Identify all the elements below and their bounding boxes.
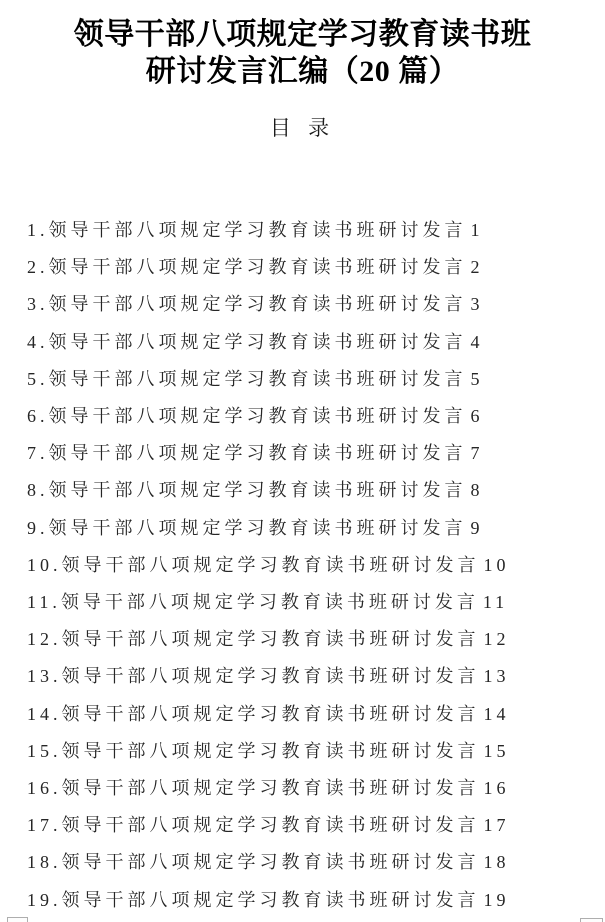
toc-item — [27, 510, 605, 547]
toc-item-number: 9. — [27, 517, 49, 538]
toc-item-number: 5. — [27, 368, 49, 389]
toc-item-title: 领导干部八项规定学习教育读书班研讨发言 — [61, 629, 480, 650]
toc-item-page: 9 — [470, 517, 484, 538]
toc-item-page: 19 — [483, 889, 510, 910]
toc-item-title: 领导干部八项规定学习教育读书班研讨发言 — [61, 554, 480, 575]
toc-item-number: 2. — [27, 257, 49, 278]
toc-item-number: 8. — [27, 480, 49, 501]
toc-item-page: 8 — [470, 480, 484, 501]
toc-item-title: 领导干部八项规定学习教育读书班研讨发言 — [48, 220, 467, 240]
toc-item-page: 12 — [483, 629, 510, 650]
toc-item-title: 领导干部八项规定学习教育读书班研讨发言 — [61, 666, 480, 687]
toc-item — [27, 398, 605, 435]
toc-item — [27, 733, 605, 770]
toc-item-page: 1 — [470, 220, 484, 240]
toc-item-title: 领导干部八项规定学习教育读书班研讨发言 — [61, 703, 480, 724]
toc-item-page: 6 — [470, 406, 484, 427]
page-bottom-right-box-edge — [580, 918, 603, 922]
toc-item — [27, 621, 605, 658]
toc-heading: 目 录 — [269, 116, 336, 140]
toc-item-title: 领导干部八项规定学习教育读书班研讨发言 — [48, 406, 467, 427]
toc-item-number: 3. — [27, 294, 49, 315]
toc-item — [27, 807, 605, 844]
toc-item-number: 12. — [27, 629, 62, 650]
toc-item-title: 领导干部八项规定学习教育读书班研讨发言 — [48, 331, 467, 352]
toc-item-title: 领导干部八项规定学习教育读书班研讨发言 — [61, 889, 480, 910]
toc-item — [27, 696, 605, 733]
toc-item-page: 11 — [482, 592, 509, 613]
toc-item — [27, 324, 605, 361]
toc-item — [27, 361, 605, 398]
toc-item-page: 16 — [483, 778, 510, 799]
toc-item-number: 13. — [27, 666, 62, 687]
toc-item-page: 7 — [470, 443, 484, 464]
toc-item-title: 领导干部八项规定学习教育读书班研讨发言 — [48, 368, 467, 389]
document-title — [0, 16, 605, 90]
toc-list — [0, 212, 605, 919]
toc-item-number: 16. — [27, 778, 62, 799]
toc-item-number: 15. — [27, 740, 62, 761]
toc-item-title: 领导干部八项规定学习教育读书班研讨发言 — [48, 257, 467, 278]
toc-item-number: 1. — [27, 220, 49, 240]
toc-item-title: 领导干部八项规定学习教育读书班研讨发言 — [48, 480, 467, 501]
toc-item-title: 领导干部八项规定学习教育读书班研讨发言 — [61, 778, 480, 799]
toc-item-number: 17. — [27, 815, 62, 836]
document-title-line2: 研讨发言汇编（20 篇） — [145, 55, 460, 88]
toc-item-page: 10 — [483, 554, 510, 575]
toc-item-page: 17 — [483, 815, 510, 836]
document-title-line1: 领导干部八项规定学习教育读书班 — [73, 18, 532, 51]
toc-item-page: 2 — [470, 257, 484, 278]
toc-item — [27, 584, 605, 621]
toc-item-title: 领导干部八项规定学习教育读书班研讨发言 — [48, 443, 467, 464]
toc-item — [27, 882, 605, 919]
toc-item — [27, 435, 605, 472]
toc-item-page: 5 — [470, 368, 484, 389]
toc-item-title: 领导干部八项规定学习教育读书班研讨发言 — [60, 592, 479, 613]
toc-item-page: 4 — [470, 331, 484, 352]
toc-item — [27, 286, 605, 323]
toc-item-title: 领导干部八项规定学习教育读书班研讨发言 — [61, 852, 480, 873]
toc-item-number: 4. — [27, 331, 49, 352]
toc-item — [27, 472, 605, 509]
toc-item-page: 3 — [470, 294, 484, 315]
toc-item-title: 领导干部八项规定学习教育读书班研讨发言 — [48, 294, 467, 315]
toc-item-title: 领导干部八项规定学习教育读书班研讨发言 — [61, 815, 480, 836]
page-bottom-left-box-edge — [7, 917, 28, 922]
toc-item-number: 7. — [27, 443, 49, 464]
toc-item — [27, 770, 605, 807]
toc-item-number: 19. — [27, 889, 62, 910]
toc-item — [27, 212, 605, 249]
toc-item-number: 18. — [27, 852, 62, 873]
toc-item-number: 10. — [27, 554, 62, 575]
toc-item-page: 18 — [483, 852, 510, 873]
toc-item — [27, 249, 605, 286]
toc-item-page: 15 — [483, 740, 510, 761]
toc-item — [27, 844, 605, 881]
toc-item-title: 领导干部八项规定学习教育读书班研讨发言 — [48, 517, 467, 538]
toc-item-number: 14. — [27, 703, 62, 724]
toc-item — [27, 658, 605, 695]
toc-item-title: 领导干部八项规定学习教育读书班研讨发言 — [61, 740, 480, 761]
toc-item-page: 13 — [483, 666, 510, 687]
toc-item — [27, 547, 605, 584]
toc-item-number: 11. — [27, 592, 61, 613]
toc-item-page: 14 — [483, 703, 510, 724]
toc-item-number: 6. — [27, 406, 49, 427]
